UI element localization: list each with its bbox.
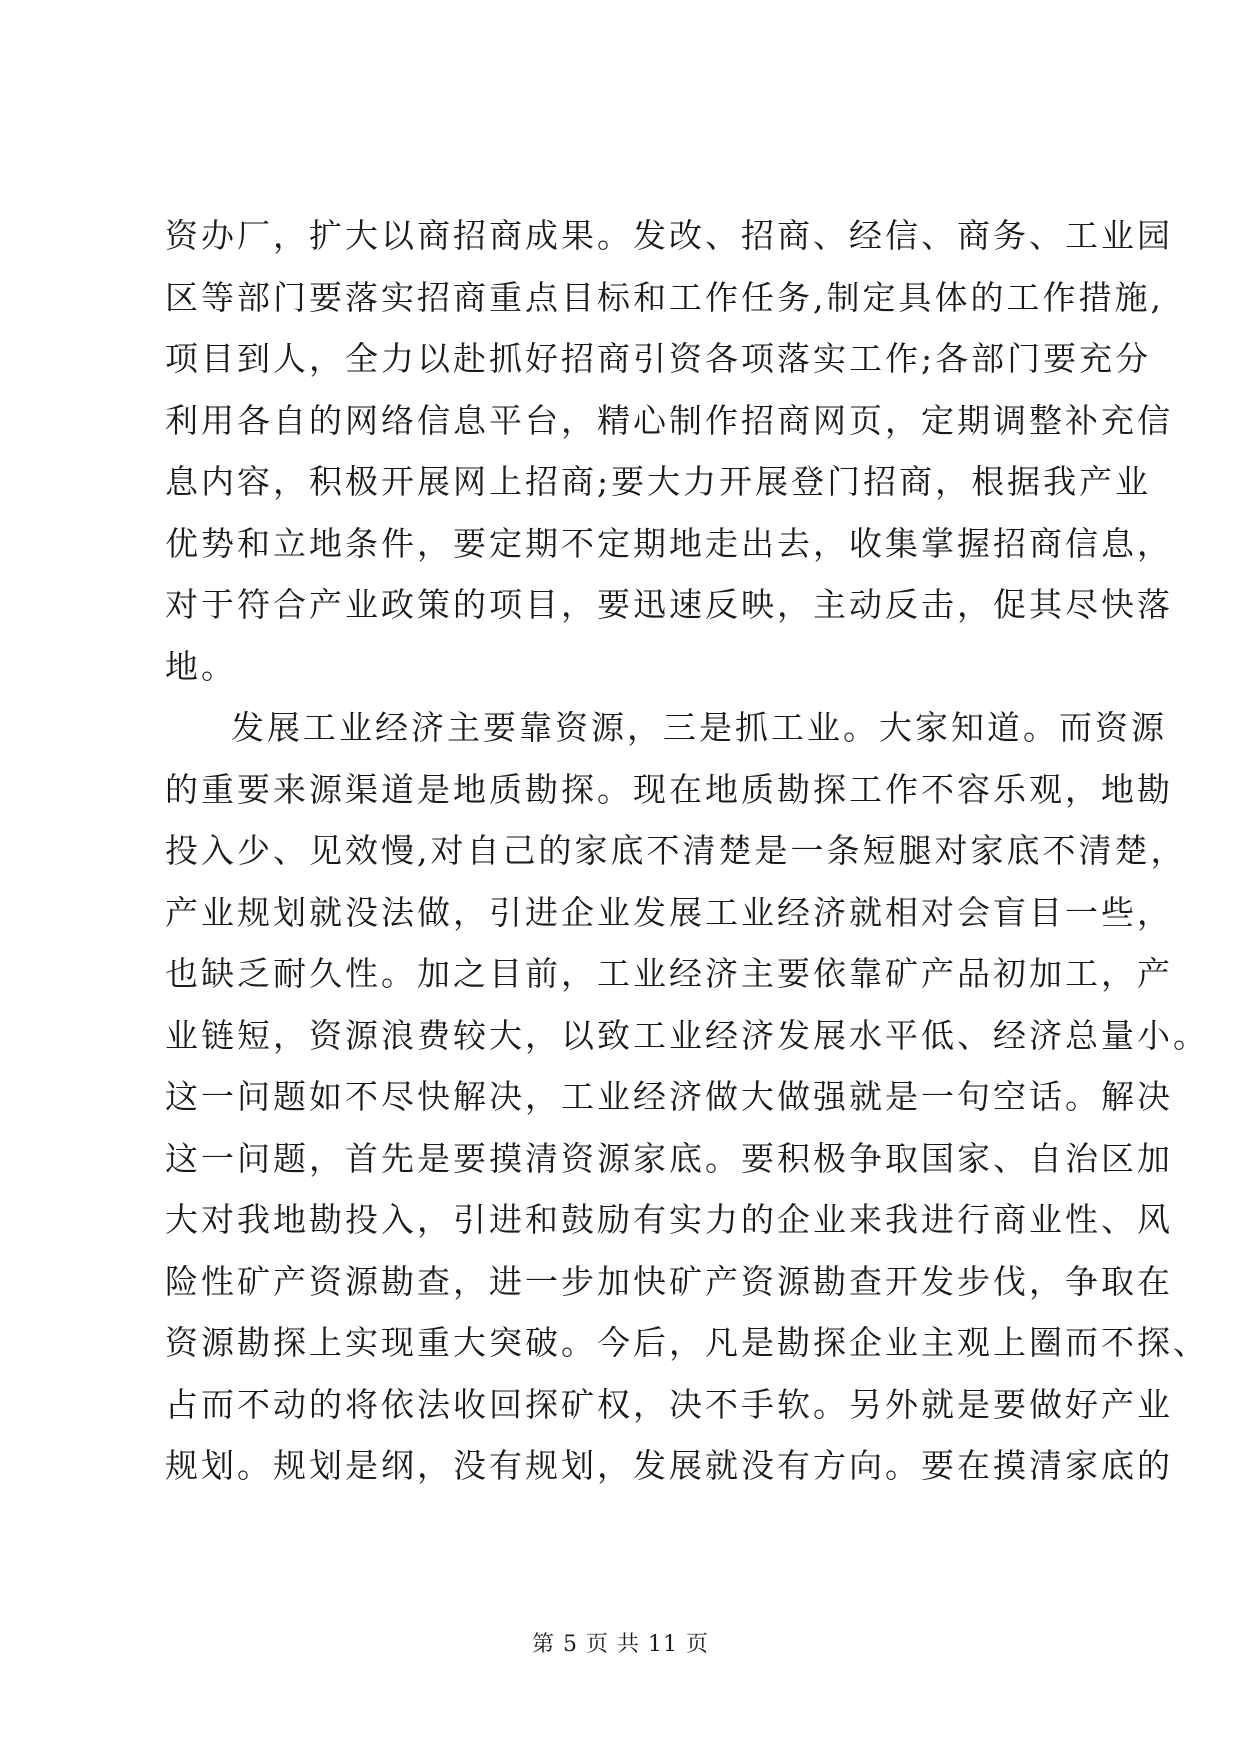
page-number-footer: 第 5 页 共 11 页 [532,1632,709,1657]
text-line: 险性矿产资源勘查，进一步加快矿产资源勘查开发步伐，争取在 [165,1261,1173,1301]
document-body [165,205,1209,1497]
paragraph-first-line: 发展工业经济主要靠资源，三是抓工业。大家知道。而资源 [231,708,1167,747]
text-line: 资办厂，扩大以商招商成果。发改、招商、经信、商务、工业园 [165,216,1173,255]
text-line: 投入少、见效慢,对自己的家底不清楚是一条短腿对家底不清楚， [165,831,1187,870]
text-line: 产业规划就没法做，引进企业发展工业经济就相对会盲目一些， [165,892,1173,932]
text-line: 这一问题，首先是要摸清资源家底。要积极争取国家、自治区加 [165,1138,1173,1178]
text-line: 区等部门要落实招商重点目标和工作任务,制定具体的工作措施, [165,277,1164,317]
text-line: 地。 [165,646,237,686]
text-line: 对于符合产业政策的项目，要迅速反映，主动反击，促其尽快落 [165,585,1173,624]
text-line: 这一问题如不尽快解决，工业经济做大做强就是一句空话。解决 [165,1077,1173,1116]
text-line: 利用各自的网络信息平台，精心制作招商网页，定期调整补充信 [165,400,1173,440]
text-line: 资源勘探上实现重大突破。今后，凡是勘探企业主观上圈而不探、 [165,1323,1209,1362]
text-line: 优势和立地条件，要定期不定期地走出去，收集掌握招商信息， [165,523,1173,563]
text-line: 也缺乏耐久性。加之目前，工业经济主要依靠矿产品初加工，产 [165,954,1173,993]
text-line: 息内容，积极开展网上招商;要大力开展登门招商，根据我产业 [165,462,1152,501]
text-line: 规划。规划是纲，没有规划，发展就没有方向。要在摸清家底的 [165,1446,1173,1485]
text-line: 业链短，资源浪费较大，以致工业经济发展水平低、经济总量小。 [165,1015,1209,1055]
text-line: 的重要来源渠道是地质勘探。现在地质勘探工作不容乐观，地勘 [165,769,1173,809]
text-line: 大对我地勘投入，引进和鼓励有实力的企业来我进行商业性、风 [165,1200,1173,1239]
text-line: 占而不动的将依法收回探矿权，决不手软。另外就是要做好产业 [165,1384,1173,1424]
text-line: 项目到人，全力以赴抓好招商引资各项落实工作;各部门要充分 [165,339,1152,378]
